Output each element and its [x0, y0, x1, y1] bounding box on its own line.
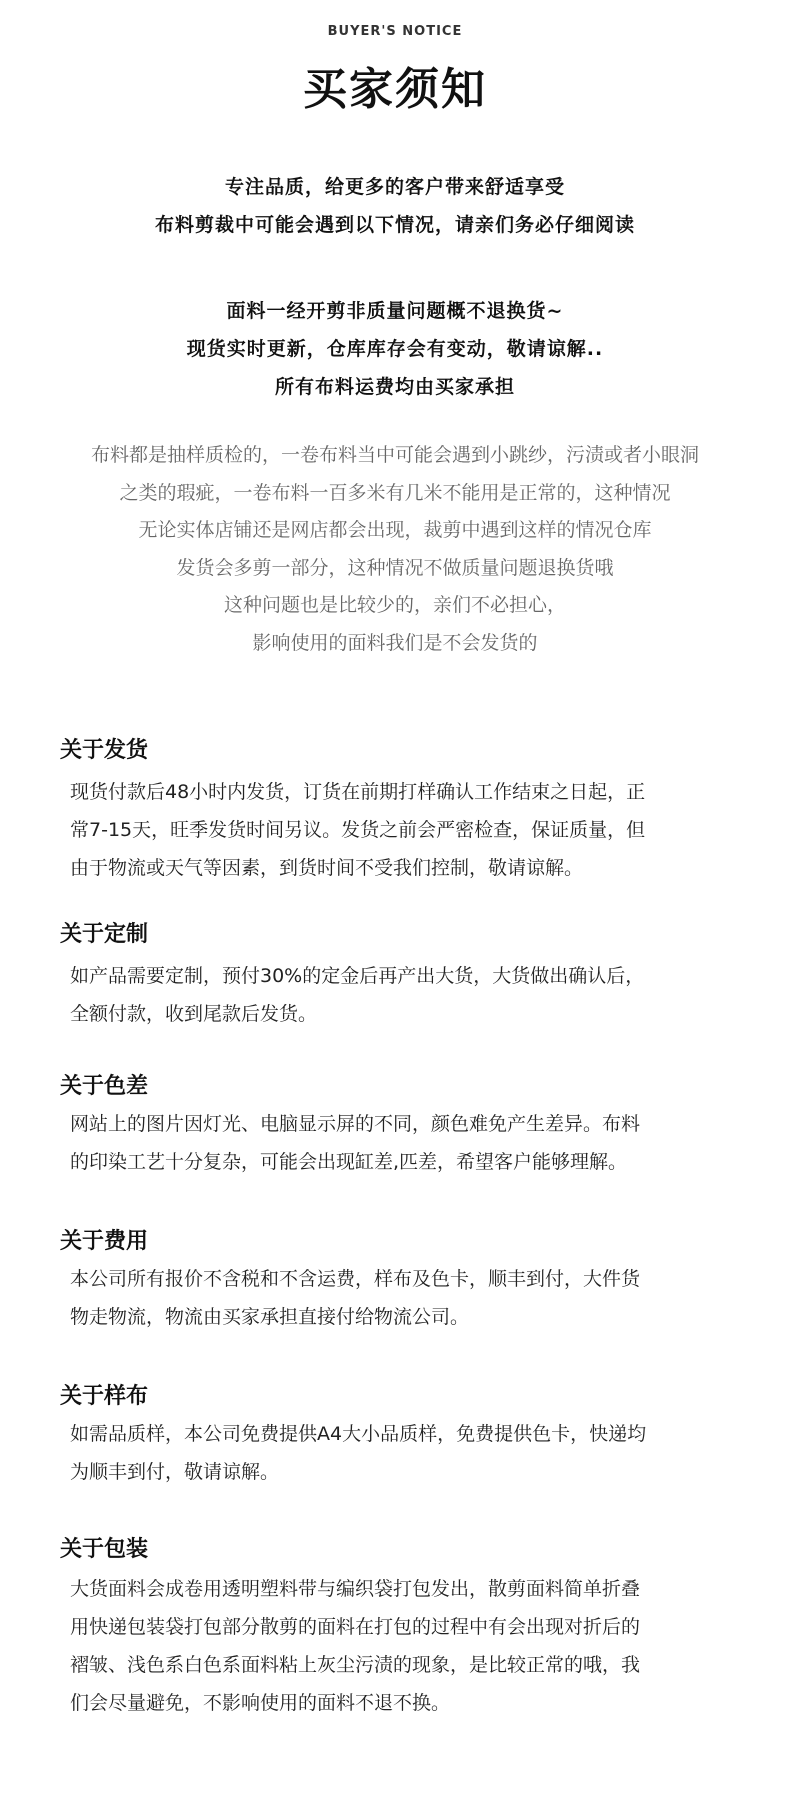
section-line: 用快递包装袋打包部分散剪的面料在打包的过程中有会出现对折后的 — [70, 1616, 641, 1638]
section-heading: 关于定制 — [60, 922, 149, 947]
disclaimer-line: 无论实体店铺还是网店都会出现，裁剪中遇到这样的情况仓库 — [138, 519, 652, 541]
section-body — [60, 1570, 740, 1722]
section-body — [60, 1260, 740, 1336]
section-line: 们会尽量避免，不影响使用的面料不退不换。 — [70, 1692, 451, 1714]
section-line: 大货面料会成卷用透明塑料带与编织袋打包发出，散剪面料简单折叠 — [70, 1578, 641, 1600]
disclaimer-line: 布料都是抽样质检的，一卷布料当中可能会遇到小跳纱，污渍或者小眼洞 — [90, 444, 699, 466]
section-line: 为顺丰到付，敬请谅解。 — [70, 1461, 280, 1483]
disclaimer-line: 发货会多剪一部分，这种情况不做质量问题退换货哦 — [176, 556, 614, 579]
disclaimer-line: 之类的瑕疵，一卷布料一百多米有几米不能用是正常的，这种情况 — [119, 481, 671, 504]
section-heading: 关于发货 — [60, 738, 149, 763]
eyebrow-label: BUYER'S NOTICE — [327, 24, 463, 39]
disclaimer-line: 这种问题也是比较少的，亲们不必担心， — [223, 594, 566, 616]
section-customization — [60, 921, 740, 1033]
section-heading: 关于样布 — [60, 1384, 149, 1409]
section-color-difference — [60, 1073, 740, 1181]
section-line: 褶皱、浅色系白色系面料粘上灰尘污渍的现象，是比较正常的哦，我 — [70, 1654, 641, 1676]
section-line: 本公司所有报价不含税和不含运费，样布及色卡，顺丰到付，大件货 — [70, 1268, 641, 1290]
section-shipping — [60, 737, 740, 887]
section-packaging — [60, 1536, 740, 1722]
section-line: 的印染工艺十分复杂，可能会出现缸差,匹差，希望客户能够理解。 — [70, 1151, 628, 1173]
section-heading: 关于包装 — [60, 1537, 149, 1562]
section-body — [60, 773, 740, 887]
section-body — [60, 957, 740, 1033]
intro-line: 专注品质，给更多的客户带来舒适享受 — [224, 176, 565, 198]
section-heading: 关于色差 — [60, 1074, 149, 1099]
disclaimer-line: 影响使用的面料我们是不会发货的 — [252, 631, 538, 654]
section-body — [60, 1415, 740, 1491]
section-line: 网站上的图片因灯光、电脑显示屏的不同，颜色难免产生差异。布料 — [70, 1113, 641, 1135]
section-line: 由于物流或天气等因素，到货时间不受我们控制，敬请谅解。 — [70, 857, 584, 879]
section-samples — [60, 1383, 740, 1491]
section-line: 全额付款，收到尾款后发货。 — [70, 1003, 318, 1025]
notice-line: 面料一经开剪非质量问题概不退换货~ — [226, 300, 564, 322]
section-heading: 关于费用 — [60, 1229, 149, 1254]
notice-line: 现货实时更新，仓库库存会有变动，敬请谅解.. — [186, 338, 604, 360]
section-line: 如产品需要定制，预付30%的定金后再产出大货，大货做出确认后， — [70, 965, 645, 987]
intro-line: 布料剪裁中可能会遇到以下情况，请亲们务必仔细阅读 — [154, 214, 635, 236]
notice-line: 所有布料运费均由买家承担 — [274, 376, 515, 398]
section-fees — [60, 1228, 740, 1336]
page-title: 买家须知 — [303, 64, 487, 115]
section-line: 现货付款后48小时内发货，订货在前期打样确认工作结束之日起，正 — [70, 781, 646, 803]
disclaimer-block — [0, 437, 790, 662]
section-line: 物走物流，物流由买家承担直接付给物流公司。 — [70, 1306, 470, 1328]
intro-block — [0, 168, 790, 244]
section-body — [60, 1105, 740, 1181]
notice-block — [0, 292, 790, 406]
section-line: 如需品质样，本公司免费提供A4大小品质样，免费提供色卡，快递均 — [70, 1423, 647, 1445]
section-line: 常7-15天，旺季发货时间另议。发货之前会严密检查，保证质量，但 — [70, 819, 646, 841]
